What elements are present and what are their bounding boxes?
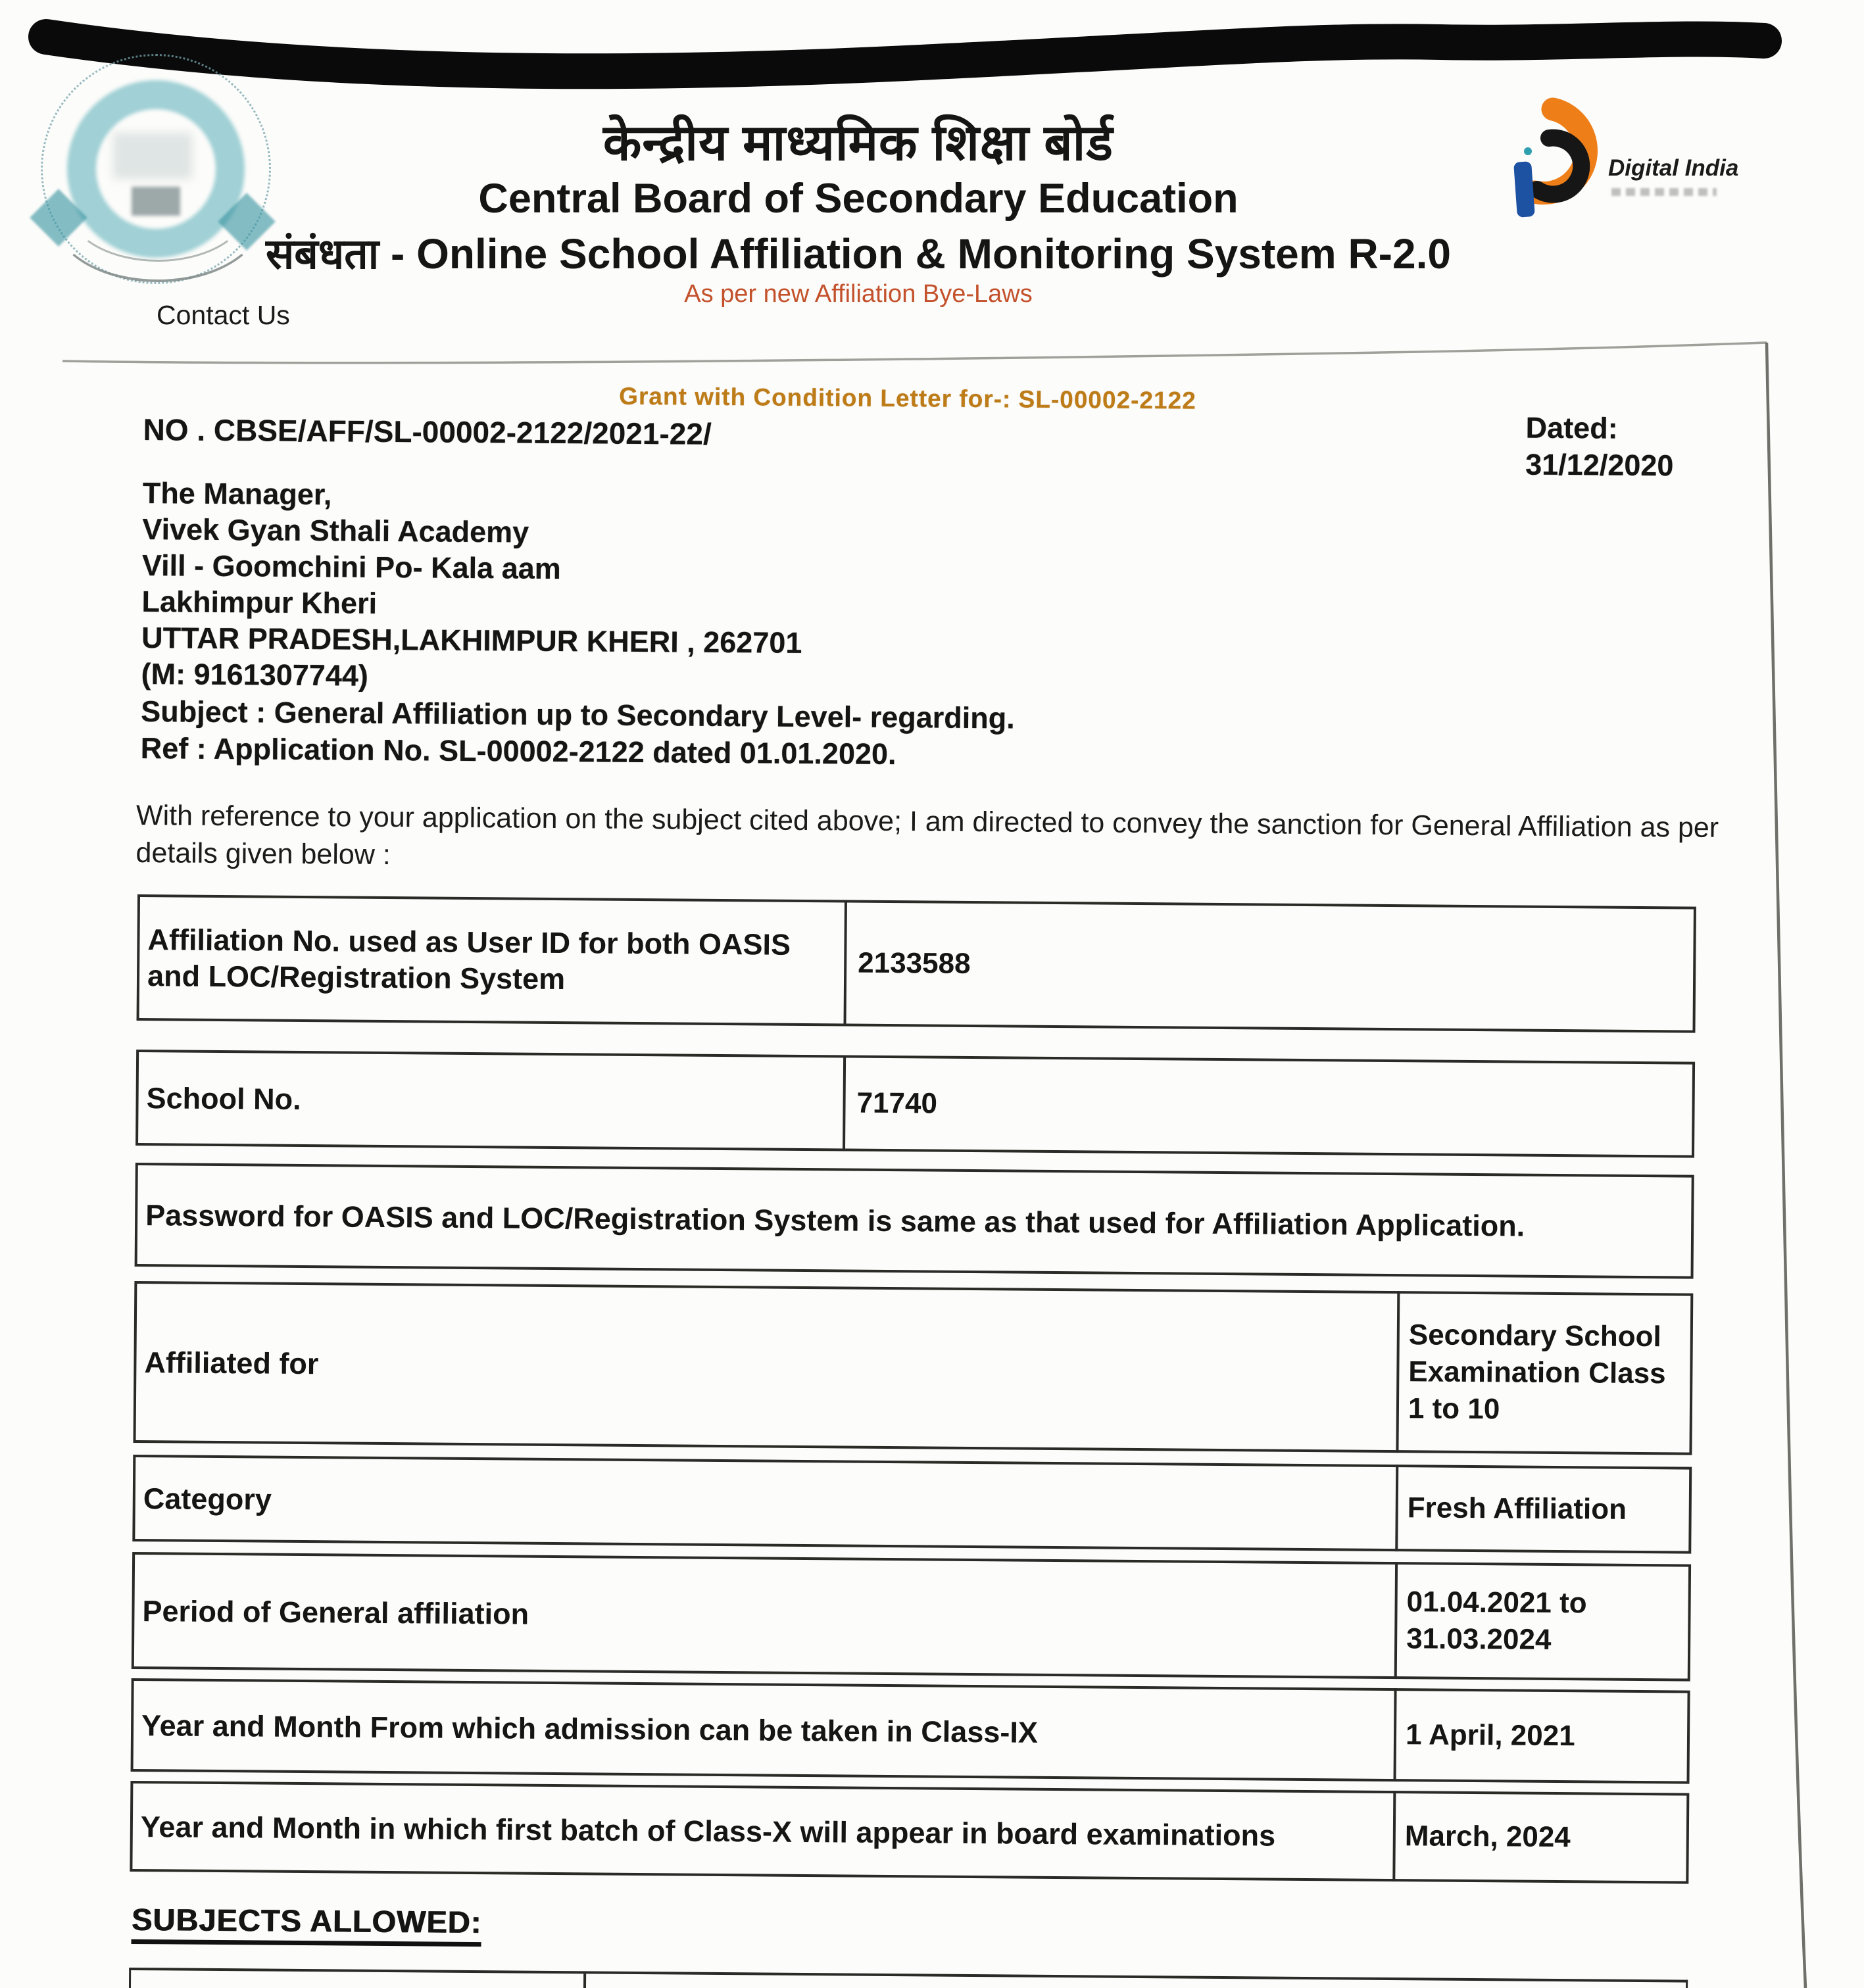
- row-value: Secondary School Examination Class 1 to 10: [1408, 1319, 1666, 1426]
- table-row: [130, 1781, 1689, 1884]
- byelaws-tagline: As per new Affiliation Bye-Laws: [684, 280, 1033, 308]
- table-row: [132, 1552, 1691, 1682]
- row-value: 1 April, 2021: [1405, 1718, 1575, 1753]
- column-divider: [1392, 1791, 1396, 1881]
- row-label: Affiliated for: [144, 1345, 319, 1380]
- password-note-row: [135, 1163, 1694, 1279]
- contact-us-link[interactable]: Contact Us: [157, 300, 290, 330]
- subjects-table-fragment: [128, 1968, 1688, 1988]
- digital-india-label: Digital India: [1608, 155, 1739, 181]
- password-note: Password for OASIS and LOC/Registration System is same as that used for Affiliation Application.: [145, 1198, 1525, 1243]
- addressee-line: (M: 9161307744): [141, 657, 369, 692]
- dated-label: Dated:: [1525, 410, 1618, 445]
- addressee-line: UTTAR PRADESH,LAKHIMPUR KHERI , 262701: [141, 621, 802, 660]
- board-title-english: Central Board of Secondary Education: [478, 176, 1239, 222]
- table-row: [131, 1678, 1690, 1784]
- table-row: [132, 1455, 1692, 1554]
- column-divider: [1396, 1291, 1400, 1453]
- row-label: Category: [143, 1481, 272, 1516]
- subjects-allowed-heading: SUBJECTS ALLOWED:: [131, 1901, 481, 1947]
- letter-ref-number: NO . CBSE/AFF/SL-00002-2122/2021-22/: [143, 412, 712, 451]
- body-paragraph: With reference to your application on the subject cited above; I am directed to convey the sanction for General Affiliation as per details given below :: [135, 799, 1719, 871]
- grant-condition-line: Grant with Condition Letter for-: SL-00002-2122: [619, 382, 1196, 414]
- board-title-hindi: केन्द्रीय माध्यमिक शिक्षा बोर्ड: [603, 115, 1114, 171]
- column-divider: [843, 1055, 846, 1151]
- row-label: Period of General affiliation: [142, 1593, 529, 1631]
- system-subtitle: संबंधता - Online School Affiliation & Monitoring System R-2.0: [266, 230, 1451, 278]
- table-row: [133, 1281, 1693, 1455]
- column-divider: [1393, 1688, 1396, 1782]
- row-label: School No.: [146, 1080, 301, 1116]
- row-label: Affiliation No. used as User ID for both OASIS and LOC/Registration System: [147, 923, 791, 996]
- table-row: [135, 1050, 1695, 1158]
- row-value: 71740: [856, 1086, 938, 1120]
- row-value: March, 2024: [1404, 1820, 1571, 1854]
- row-value: Fresh Affiliation: [1407, 1491, 1627, 1526]
- dated-block: [1525, 410, 1674, 485]
- table-row: [137, 894, 1696, 1033]
- row-value: 2133588: [858, 946, 971, 980]
- addressee-line: Vill - Goomchini Po- Kala aam: [141, 548, 561, 586]
- column-divider: [1395, 1465, 1398, 1551]
- subject-line: Subject : General Affiliation up to Secondary Level- regarding.: [141, 694, 1015, 735]
- dated-value: 31/12/2020: [1525, 447, 1674, 483]
- column-divider: [843, 900, 847, 1026]
- addressee-block: [141, 475, 803, 697]
- row-label: Year and Month in which first batch of Class-X will appear in board examinations: [140, 1809, 1276, 1853]
- column-divider: [582, 1974, 586, 1988]
- reference-line: Ref : Application No. SL-00002-2122 dated 01.01.2020.: [140, 731, 896, 771]
- row-value: 01.04.2021 to 31.03.2024: [1406, 1586, 1587, 1656]
- addressee-line: Vivek Gyan Sthali Academy: [142, 512, 529, 549]
- row-label: Year and Month From which admission can be taken in Class-IX: [141, 1708, 1039, 1749]
- addressee-line: The Manager,: [142, 476, 332, 512]
- column-divider: [1394, 1562, 1398, 1679]
- addressee-line: Lakhimpur Kheri: [141, 585, 378, 620]
